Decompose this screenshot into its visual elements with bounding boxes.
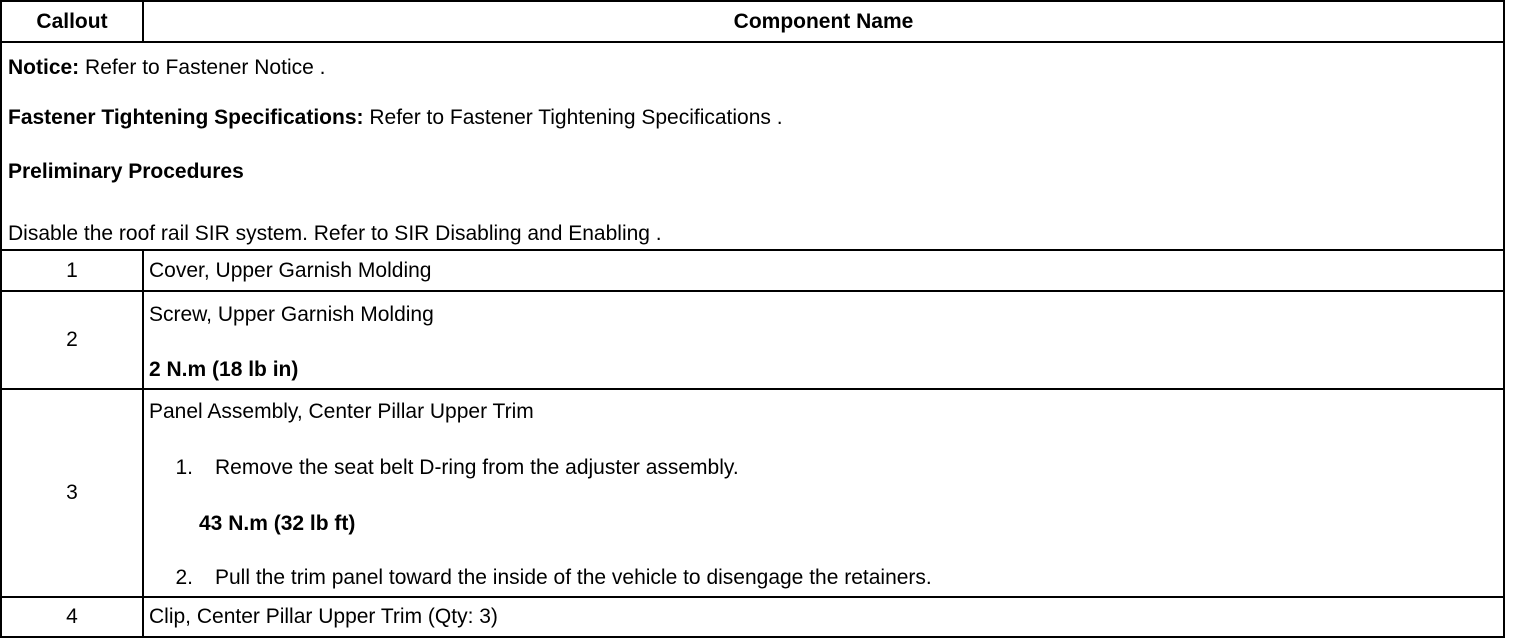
component-name: Screw, Upper Garnish Molding bbox=[149, 303, 434, 326]
component-name-cell bbox=[144, 390, 1503, 596]
procedure-step bbox=[149, 438, 1503, 494]
notes-row bbox=[2, 43, 1503, 251]
step-number: 1. bbox=[175, 456, 193, 479]
callout-cell: 2 bbox=[2, 292, 144, 388]
component-name-cell: Cover, Upper Garnish Molding bbox=[149, 258, 432, 282]
spec-label: Fastener Tightening Specifications: bbox=[8, 106, 364, 129]
table-row bbox=[2, 390, 1503, 598]
component-name: Panel Assembly, Center Pillar Upper Trim bbox=[149, 400, 534, 423]
spec-line bbox=[8, 95, 1497, 149]
table-row bbox=[2, 251, 1503, 292]
spec-text: Refer to Fastener Tightening Specifications . bbox=[363, 106, 783, 129]
callout-cell: 3 bbox=[2, 390, 144, 596]
component-name-cell bbox=[144, 292, 1503, 388]
callout-column-header: Callout bbox=[2, 2, 144, 41]
callout-cell: 4 bbox=[2, 598, 144, 636]
preliminary-text: Disable the roof rail SIR system. Refer to SIR Disabling and Enabling . bbox=[8, 222, 662, 245]
procedure-step bbox=[149, 548, 1503, 596]
step-number: 2. bbox=[175, 566, 193, 589]
step-text: Pull the trim panel toward the inside of the vehicle to disengage the retainers. bbox=[215, 566, 932, 589]
table-header-row bbox=[2, 2, 1503, 43]
table-row bbox=[2, 292, 1503, 390]
step-text: Remove the seat belt D-ring from the adjuster assembly. bbox=[215, 456, 739, 479]
torque-spec: 2 N.m (18 lb in) bbox=[149, 358, 299, 381]
notice-text: Refer to Fastener Notice . bbox=[79, 56, 326, 79]
torque-spec: 43 N.m (32 lb ft) bbox=[199, 512, 356, 535]
callout-cell: 1 bbox=[2, 251, 144, 290]
table-row bbox=[2, 598, 1503, 636]
component-column-header: Component Name bbox=[733, 9, 914, 33]
component-name-cell: Clip, Center Pillar Upper Trim (Qty: 3) bbox=[149, 605, 498, 628]
notice-label: Notice: bbox=[8, 56, 80, 79]
notice-line bbox=[8, 43, 1497, 95]
preliminary-heading: Preliminary Procedures bbox=[8, 160, 244, 183]
